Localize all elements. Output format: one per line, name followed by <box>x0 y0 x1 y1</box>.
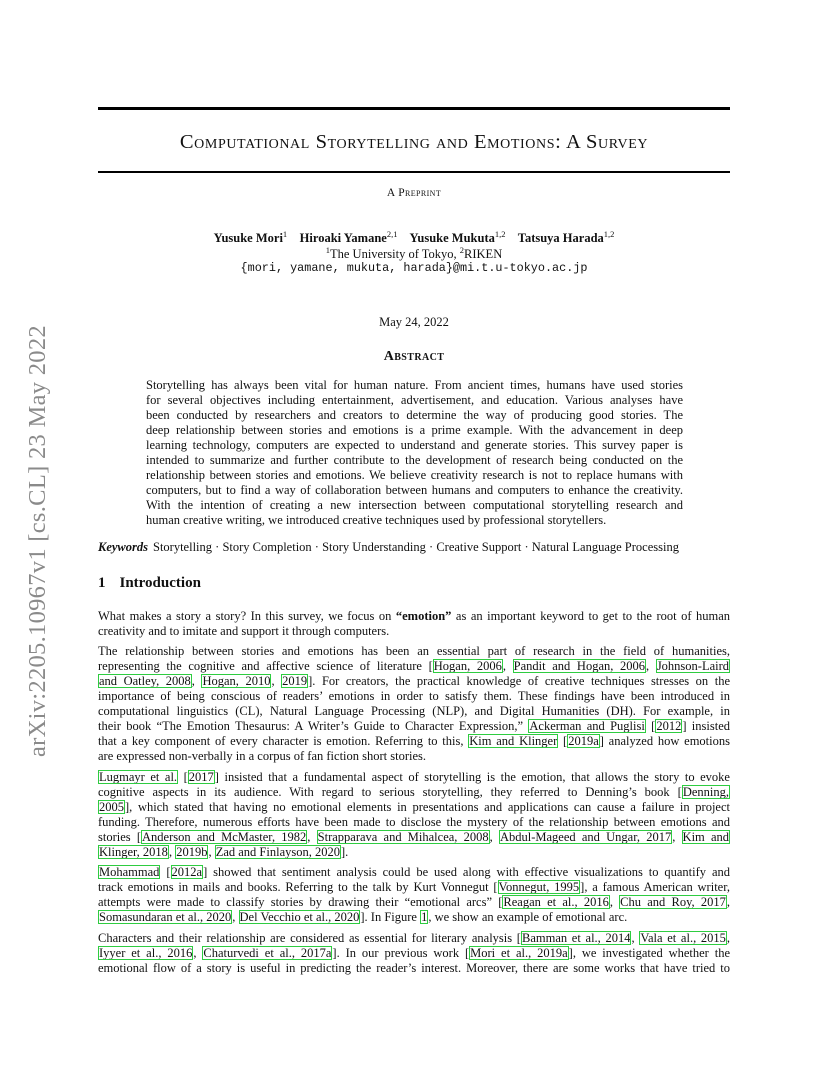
citation-link[interactable]: Mohammad <box>99 865 160 879</box>
author-affil: 1 <box>282 229 288 239</box>
text-run: , we show an example of emotional arc. <box>428 910 628 924</box>
abstract-line: intended to summarize and further contribute to the development of research being conducted on the <box>146 453 683 467</box>
citation-link[interactable]: Pandit and Hogan, 2006 <box>513 659 646 673</box>
body-line: attempts were made to classify stories by drawing their “emotional arcs” [Reagan et al., 2016, Chu and Roy, 2017, <box>98 895 730 909</box>
affil-name: The University of Tokyo, <box>330 247 460 262</box>
author-name: Hiroaki Yamane <box>299 231 387 246</box>
citation-link[interactable]: Kim and Klinger <box>469 734 558 748</box>
text-run: analyzed how emotions <box>603 734 730 748</box>
text-run: insisted <box>686 719 731 733</box>
body-line: Iyyer et al., 2016, Chaturvedi et al., 2017a]. In our previous work [Mori et al., 2019a], we investigated whether the <box>99 946 731 960</box>
citation-link[interactable]: 2012 <box>656 719 682 733</box>
abstract-line: computers, but to find a way of collaboration between humans and computers to enhance the creativity. <box>146 483 683 497</box>
body-line: computational linguistics (CL), Natural Language Processing (NLP), and Digital Humanities (DH). For example, in <box>98 704 730 718</box>
affil-mark: 2 <box>459 245 465 255</box>
section-title: Introduction <box>119 575 201 591</box>
citation-link[interactable]: Chu and Roy, 2017 <box>620 895 726 909</box>
top-rule <box>98 107 730 110</box>
body-line: representing the cognitive and affective science of literature [Hogan, 2006, Pandit and Hogan, 2006, Johnson-Laird <box>98 659 730 673</box>
citation-link[interactable]: 2012a <box>171 865 203 879</box>
text-run: What makes a story a story? In this survey, we focus on <box>98 609 396 623</box>
body-line: and Oatley, 2008, Hogan, 2010, 2019]. For creators, the practical knowledge of creative techniques stresses on the <box>99 674 730 688</box>
citation-link[interactable]: Johnson-Laird <box>656 659 730 673</box>
affil-mark: 1 <box>325 245 330 255</box>
keywords-line <box>98 540 679 555</box>
body-line: The relationship between stories and emotions has been an essential part of research in the field of humanities, <box>98 644 730 658</box>
text-run: that a key component of every character is emotion. Referring to this, <box>98 734 469 748</box>
text-run: ], we investigated whether the <box>568 946 731 960</box>
author-affil: 1,2 <box>603 229 615 239</box>
citation-link[interactable]: Lugmayr et al. <box>99 770 178 784</box>
author-list <box>0 229 828 246</box>
publication-date: May 24, 2022 <box>379 315 449 329</box>
text-run: as an important keyword to get to the root of human <box>451 609 731 623</box>
body-line <box>98 880 730 895</box>
body-line: their book “The Emotion Thesaurus: A Writer’s Guide to Character Expression,” Ackerman and Puglisi [2012] insisted <box>98 719 731 733</box>
citation-link[interactable]: Del Vecchio et al., 2020 <box>239 910 360 924</box>
citation-link[interactable]: and Oatley, 2008 <box>99 674 191 688</box>
keywords-list: Storytelling · Story Completion · Story Understanding · Creative Support · Natural Language Processing <box>153 540 679 554</box>
citation-link[interactable]: Reagan et al., 2016 <box>503 895 609 909</box>
body-line: Klinger, 2018, 2019b, Zad and Finlayson, 2020]. <box>99 845 349 859</box>
abstract-line: human creative writing, we introduced creative techniques used by professional storytellers. <box>146 513 607 527</box>
author-name: Tatsuya Harada <box>517 231 604 246</box>
text-run: showed that sentiment analysis could be used along with effective visualizations to quantify and <box>207 865 731 879</box>
citation-link[interactable]: Vala et al., 2015 <box>640 931 726 945</box>
body-line: are expressed non-verbally in a corpus of fan fiction short stories. <box>98 749 427 763</box>
text-run: track emotions in mails and books. Referring to the talk by Kurt Vonnegut [ <box>98 880 498 894</box>
citation-link[interactable]: Vonnegut, 1995 <box>498 880 580 894</box>
body-line: importance of being conscious of readers’ emotions in order to satisfy them. These findings have been introduced in <box>98 689 730 703</box>
text-run: stories [ <box>98 830 142 844</box>
text-run: insisted that a fundamental aspect of storytelling is the emotion, that allows the story to evoke <box>218 770 730 784</box>
body-line <box>98 785 730 800</box>
citation-link[interactable]: Somasundaran et al., 2020 <box>99 910 232 924</box>
body-line: Somasundaran et al., 2020, Del Vecchio et al., 2020]. In Figure 1, we show an example of emotional arc. <box>99 910 628 924</box>
citation-link[interactable]: Denning, <box>682 785 729 799</box>
body-line: that a key component of every character is emotion. Referring to this, Kim and Klinger [2019a] analyzed how emotions <box>98 734 730 748</box>
citation-link[interactable]: Strapparava and Mihalcea, 2008 <box>317 830 489 844</box>
figure-link[interactable]: 1 <box>421 910 428 924</box>
citation-link[interactable]: Abdul-Mageed and Ungar, 2017 <box>499 830 672 844</box>
body-line: Lugmayr et al. [2017] insisted that a fundamental aspect of storytelling is the emotion, that allows the story to evoke <box>99 770 730 784</box>
abstract-line: for several objectives including entertainment, advertisement, and education. Various analyses have <box>146 393 683 407</box>
citation-link[interactable]: Iyyer et al., 2016 <box>99 946 193 960</box>
body-line: creativity and to imitate and support it through computers. <box>98 624 390 638</box>
author-name: Yusuke Mori <box>213 231 283 246</box>
citation-link[interactable]: 2019a <box>568 734 599 748</box>
text-run: their book “The Emotion Thesaurus: A Writer’s Guide to Character Expression,” <box>98 719 529 733</box>
text-run: ]. <box>340 845 349 859</box>
text-run: ]. For creators, the practical knowledge of creative techniques stresses on the <box>308 674 730 688</box>
body-line <box>98 800 730 815</box>
author-affil: 1,2 <box>494 229 506 239</box>
text-run: Characters and their relationship are considered as essential for literary analysis [ <box>98 931 521 945</box>
title-rule <box>98 171 730 173</box>
section-heading <box>98 575 201 592</box>
text-run: ]. In Figure <box>360 910 421 924</box>
body-line: funding. Therefore, numerous efforts have been made to disclose the mystery of the relationship between emotions and <box>98 815 730 829</box>
abstract-line: Storytelling has always been vital for human nature. From ancient times, humans have used stories <box>146 378 683 392</box>
text-run: ]. In our previous work [ <box>332 946 470 960</box>
abstract-line: been conducted by researchers and creators to determine the way of producing good stories. The <box>146 408 683 422</box>
citation-link[interactable]: Klinger, 2018 <box>99 845 168 859</box>
text-run: cognitive aspects in its audience. With regard to serious storytelling, they referred to Denning’s book [ <box>98 785 682 799</box>
text-run: attempts were made to classify stories by drawing their “emotional arcs” [ <box>98 895 503 909</box>
body-line: Characters and their relationship are considered as essential for literary analysis [Bamman et al., 2014, Vala et al., 2015, <box>98 931 731 945</box>
citation-link[interactable]: 2017 <box>188 770 214 784</box>
citation-link[interactable]: 2019b <box>176 845 208 859</box>
author-affil: 2,1 <box>386 229 398 239</box>
citation-link[interactable]: Anderson and McMaster, 1982 <box>142 830 307 844</box>
email-address[interactable]: {mori, yamane, mukuta, harada}@mi.t.u-tokyo.ac.jp <box>240 261 588 275</box>
body-line: Mohammad [2012a] showed that sentiment analysis could be used along with effective visualizations to quantify and <box>99 865 731 879</box>
abstract-line: deep relationship between stories and emotions is a prime example. With the advancement in deep <box>146 423 683 437</box>
citation-link[interactable]: Mori et al., 2019a <box>470 946 568 960</box>
citation-link[interactable]: Zad and Finlayson, 2020 <box>215 845 340 859</box>
abstract-line: learning technology, computers are expected to understand and generate stories. This survey paper is <box>146 438 683 452</box>
arxiv-stamp: arXiv:2205.10967v1 [cs.CL] 23 May 2022 <box>24 325 51 757</box>
abstract-line: With the intention of creating a new intersection between computational storytelling research and <box>146 498 683 512</box>
citation-link[interactable]: 2019 <box>282 674 308 688</box>
citation-link[interactable]: Hogan, 2010 <box>202 674 271 688</box>
citation-link[interactable]: Chaturvedi et al., 2017a <box>203 946 332 960</box>
citation-link[interactable]: Bamman et al., 2014 <box>521 931 631 945</box>
affil-name: RIKEN <box>464 247 503 262</box>
text-run: ], a famous American writer, <box>580 880 730 894</box>
body-line: emotional flow of a story is useful in predicting the reader’s interest. Moreover, there are some works that have tried to <box>98 961 730 975</box>
citation-link[interactable]: Ackerman and Puglisi <box>529 719 645 733</box>
preprint-label: A Preprint <box>386 187 442 199</box>
text-run: representing the cognitive and affective science of literature [ <box>98 659 433 673</box>
section-number: 1 <box>98 575 106 591</box>
abstract-heading: Abstract <box>383 349 445 364</box>
emphasis-term: “emotion” <box>395 609 452 623</box>
author-name: Yusuke Mukuta <box>409 231 495 246</box>
body-line <box>98 609 730 624</box>
citation-link[interactable]: Kim and <box>682 830 730 844</box>
keywords-label: Keywords <box>98 540 148 554</box>
citation-link[interactable]: 2005 <box>99 800 124 814</box>
citation-link[interactable]: Hogan, 2006 <box>433 659 502 673</box>
affiliation <box>0 245 828 262</box>
paper-title: Computational Storytelling and Emotions: A Survey <box>179 131 649 153</box>
body-line: stories [Anderson and McMaster, 1982, Strapparava and Mihalcea, 2008, Abdul-Mageed and Ungar, 2017, Kim and <box>98 830 730 844</box>
text-run: ], which stated that having no emotional elements in presentations and applications can cause a failure in project <box>125 800 730 814</box>
abstract-line: relationship between stories and emotions. We believe creativity research is not to replace humans with <box>146 468 683 482</box>
